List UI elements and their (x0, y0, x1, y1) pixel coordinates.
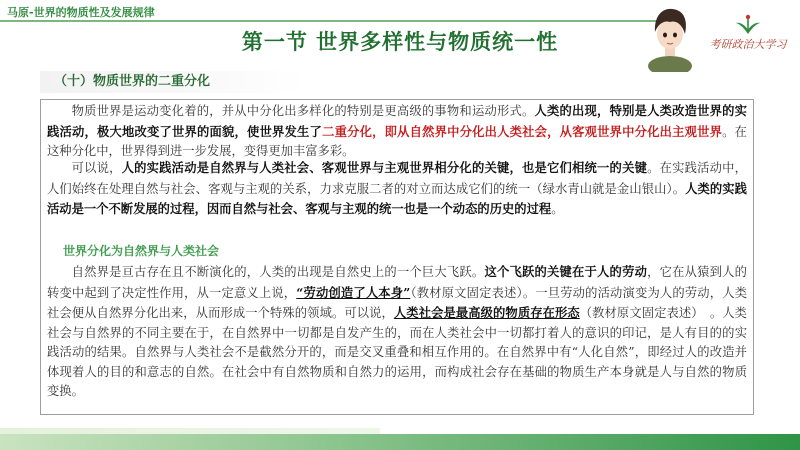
teacher-avatar-icon (644, 2, 696, 72)
page-title: 第一节 世界多样性与物质统一性 (241, 30, 559, 54)
footer-bar (0, 434, 800, 450)
header-divider (0, 20, 665, 22)
subsection-heading: 世界分化为自然界与人类社会 (63, 244, 220, 258)
section-heading: （十）物质世界的二重分化 (40, 71, 304, 93)
paragraph-2: 可以说，人的实践活动是自然界与人类社会、客观世界与主观世界相分化的关键，也是它们相统一的关键。在实践活动中，人们始终在处理自然与社会、客观与主观的关系，力求克服二者的对立而达成它们的统一（绿水青山就是金山银山）。人类的实践活动是一个不断发展的过程，因而自然与社会、客观与主观的统一也是一个动态的历史的过程。 (47, 160, 747, 216)
leaf-emblem-icon (696, 14, 800, 36)
paragraph-3: 自然界是亘古存在且不断演化的，人类的出现是自然史上的一个巨大飞跃。这个飞跃的关键在于人的劳动，它在从猿到人的转变中起到了决定性作用，从一定意义上说，“劳动创造了人本身”（教材原文固定表述）。一旦劳动的活动演变为人的劳动，人类社会便从自然界分化出来，从而形成一个特殊的领域。可以说，人类社会是最高级的物质存在形态（教材原文固定表述） 。人类社会与自然界的不同主要在于，在自然界中一切都是自发产生的，而在人类社会中一切都打着人的意识的印记，是人有目的的实践活动的结果。自然界与人类社会不是截然分开的，而是交叉重叠和相互作用的。在自然界中有“人化自然”，即经过人的改造并体现着人的目的和意志的自然。在社会中有自然物质和自然力的运用，而构成社会存在基础的物质生产本身就是人与自然的物质变换。 (47, 264, 747, 398)
course-label: 马原-世界的物质性及发展规律 (7, 6, 155, 19)
logo-text: 考研政治大学习 (709, 38, 787, 51)
header (0, 0, 800, 70)
brand-logo (696, 14, 800, 62)
paragraph-1: 物质世界是运动变化着的，并从中分化出多样化的特别是更高级的事物和运动形式。人类的出现，特别是人类改造世界的实践活动，极大地改变了世界的面貌，使世界发生了二重分化，即从自然界中分化出人类社会，从客观世界中分化出主观世界。在这种分化中，世界得到进一步发展，变得更加丰富多彩。 (47, 103, 747, 158)
